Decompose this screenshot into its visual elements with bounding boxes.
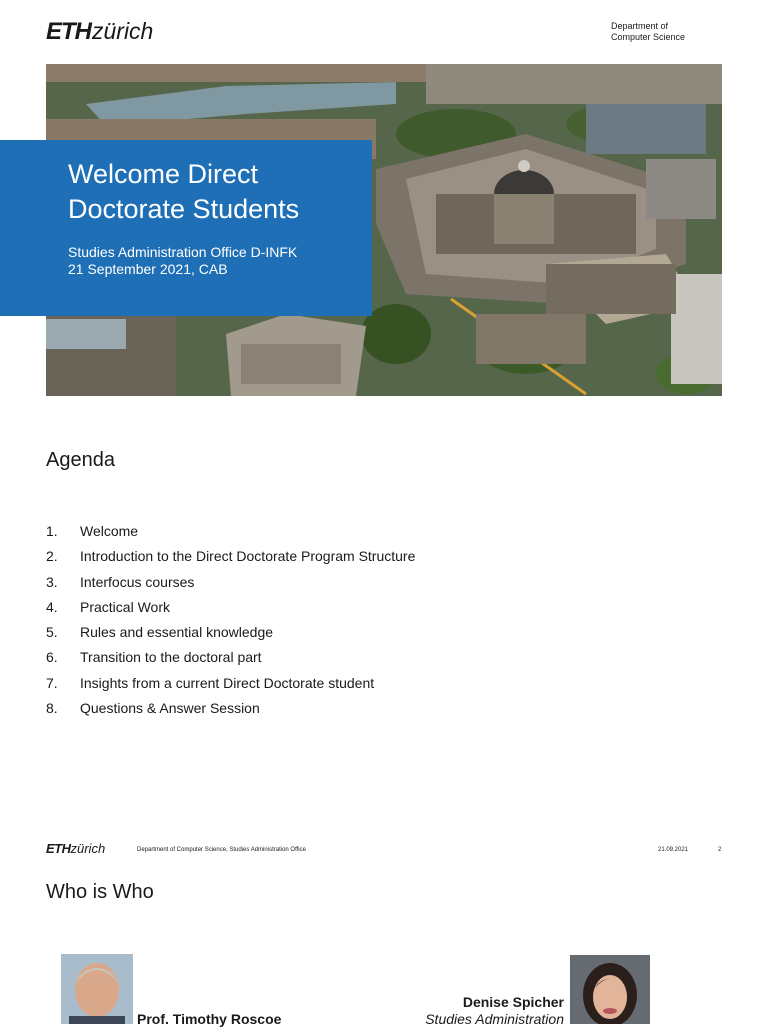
agenda-item-label: Rules and essential knowledge bbox=[80, 624, 274, 641]
logo-eth-text: ETH bbox=[46, 18, 91, 45]
footer-page-number: 2 bbox=[718, 847, 722, 853]
department-line-1: Department of bbox=[611, 21, 669, 31]
department-line-2: Computer Science bbox=[611, 32, 686, 42]
agenda-item-number: 3. bbox=[46, 573, 58, 590]
agenda-item-label: Interfocus courses bbox=[80, 573, 195, 590]
portrait-photo-spicher bbox=[570, 955, 650, 1024]
agenda-item-number: 8. bbox=[46, 700, 58, 717]
footer-logo-zurich-text: zürich bbox=[70, 841, 106, 856]
footer-department: Department of Computer Science, Studies Administration Office bbox=[137, 847, 306, 853]
department-label bbox=[611, 21, 685, 43]
agenda-heading: Agenda bbox=[46, 449, 115, 471]
slide-subtitle-line-1: Studies Administration Office D-INFK bbox=[68, 244, 298, 260]
agenda-item-number: 6. bbox=[46, 649, 58, 666]
agenda-item-label: Questions & Answer Session bbox=[80, 700, 260, 717]
agenda-item-label: Practical Work bbox=[80, 598, 170, 615]
slide-title-line-1: Welcome Direct bbox=[68, 159, 259, 189]
slide-title bbox=[68, 157, 299, 227]
person-name-roscoe: Prof. Timothy Roscoe bbox=[137, 1011, 282, 1027]
eth-zurich-logo bbox=[46, 18, 153, 46]
portrait-photo-roscoe bbox=[61, 954, 133, 1024]
person-role-spicher: Studies Administration bbox=[425, 1011, 564, 1027]
footer-logo-eth-text: ETH bbox=[46, 841, 71, 856]
person-name-spicher: Denise Spicher bbox=[462, 994, 564, 1010]
slide-title-box bbox=[0, 140, 372, 316]
agenda-item-number: 1. bbox=[46, 523, 58, 539]
agenda-item-number: 5. bbox=[46, 624, 58, 641]
slide-title-line-2: Doctorate Students bbox=[68, 194, 300, 224]
footer-date: 21.09.2021 bbox=[658, 847, 689, 853]
agenda-item-number: 2. bbox=[46, 548, 58, 565]
logo-zurich-text: zürich bbox=[92, 18, 154, 44]
who-is-who-heading: Who is Who bbox=[46, 881, 154, 903]
slide-subtitle bbox=[68, 244, 297, 278]
slide-footer bbox=[0, 840, 768, 860]
agenda-item-number: 7. bbox=[46, 674, 58, 691]
footer-eth-zurich-logo bbox=[46, 841, 105, 856]
agenda-item-label: Introduction to the Direct Doctorate Program Structure bbox=[80, 548, 416, 565]
agenda-item-label: Insights from a current Direct Doctorate student bbox=[80, 674, 375, 691]
agenda-item-number: 4. bbox=[46, 598, 58, 615]
agenda-item-label: Transition to the doctoral part bbox=[80, 649, 262, 666]
agenda-item-label: Welcome bbox=[80, 523, 139, 539]
slide-subtitle-line-2: 21 September 2021, CAB bbox=[68, 261, 228, 277]
